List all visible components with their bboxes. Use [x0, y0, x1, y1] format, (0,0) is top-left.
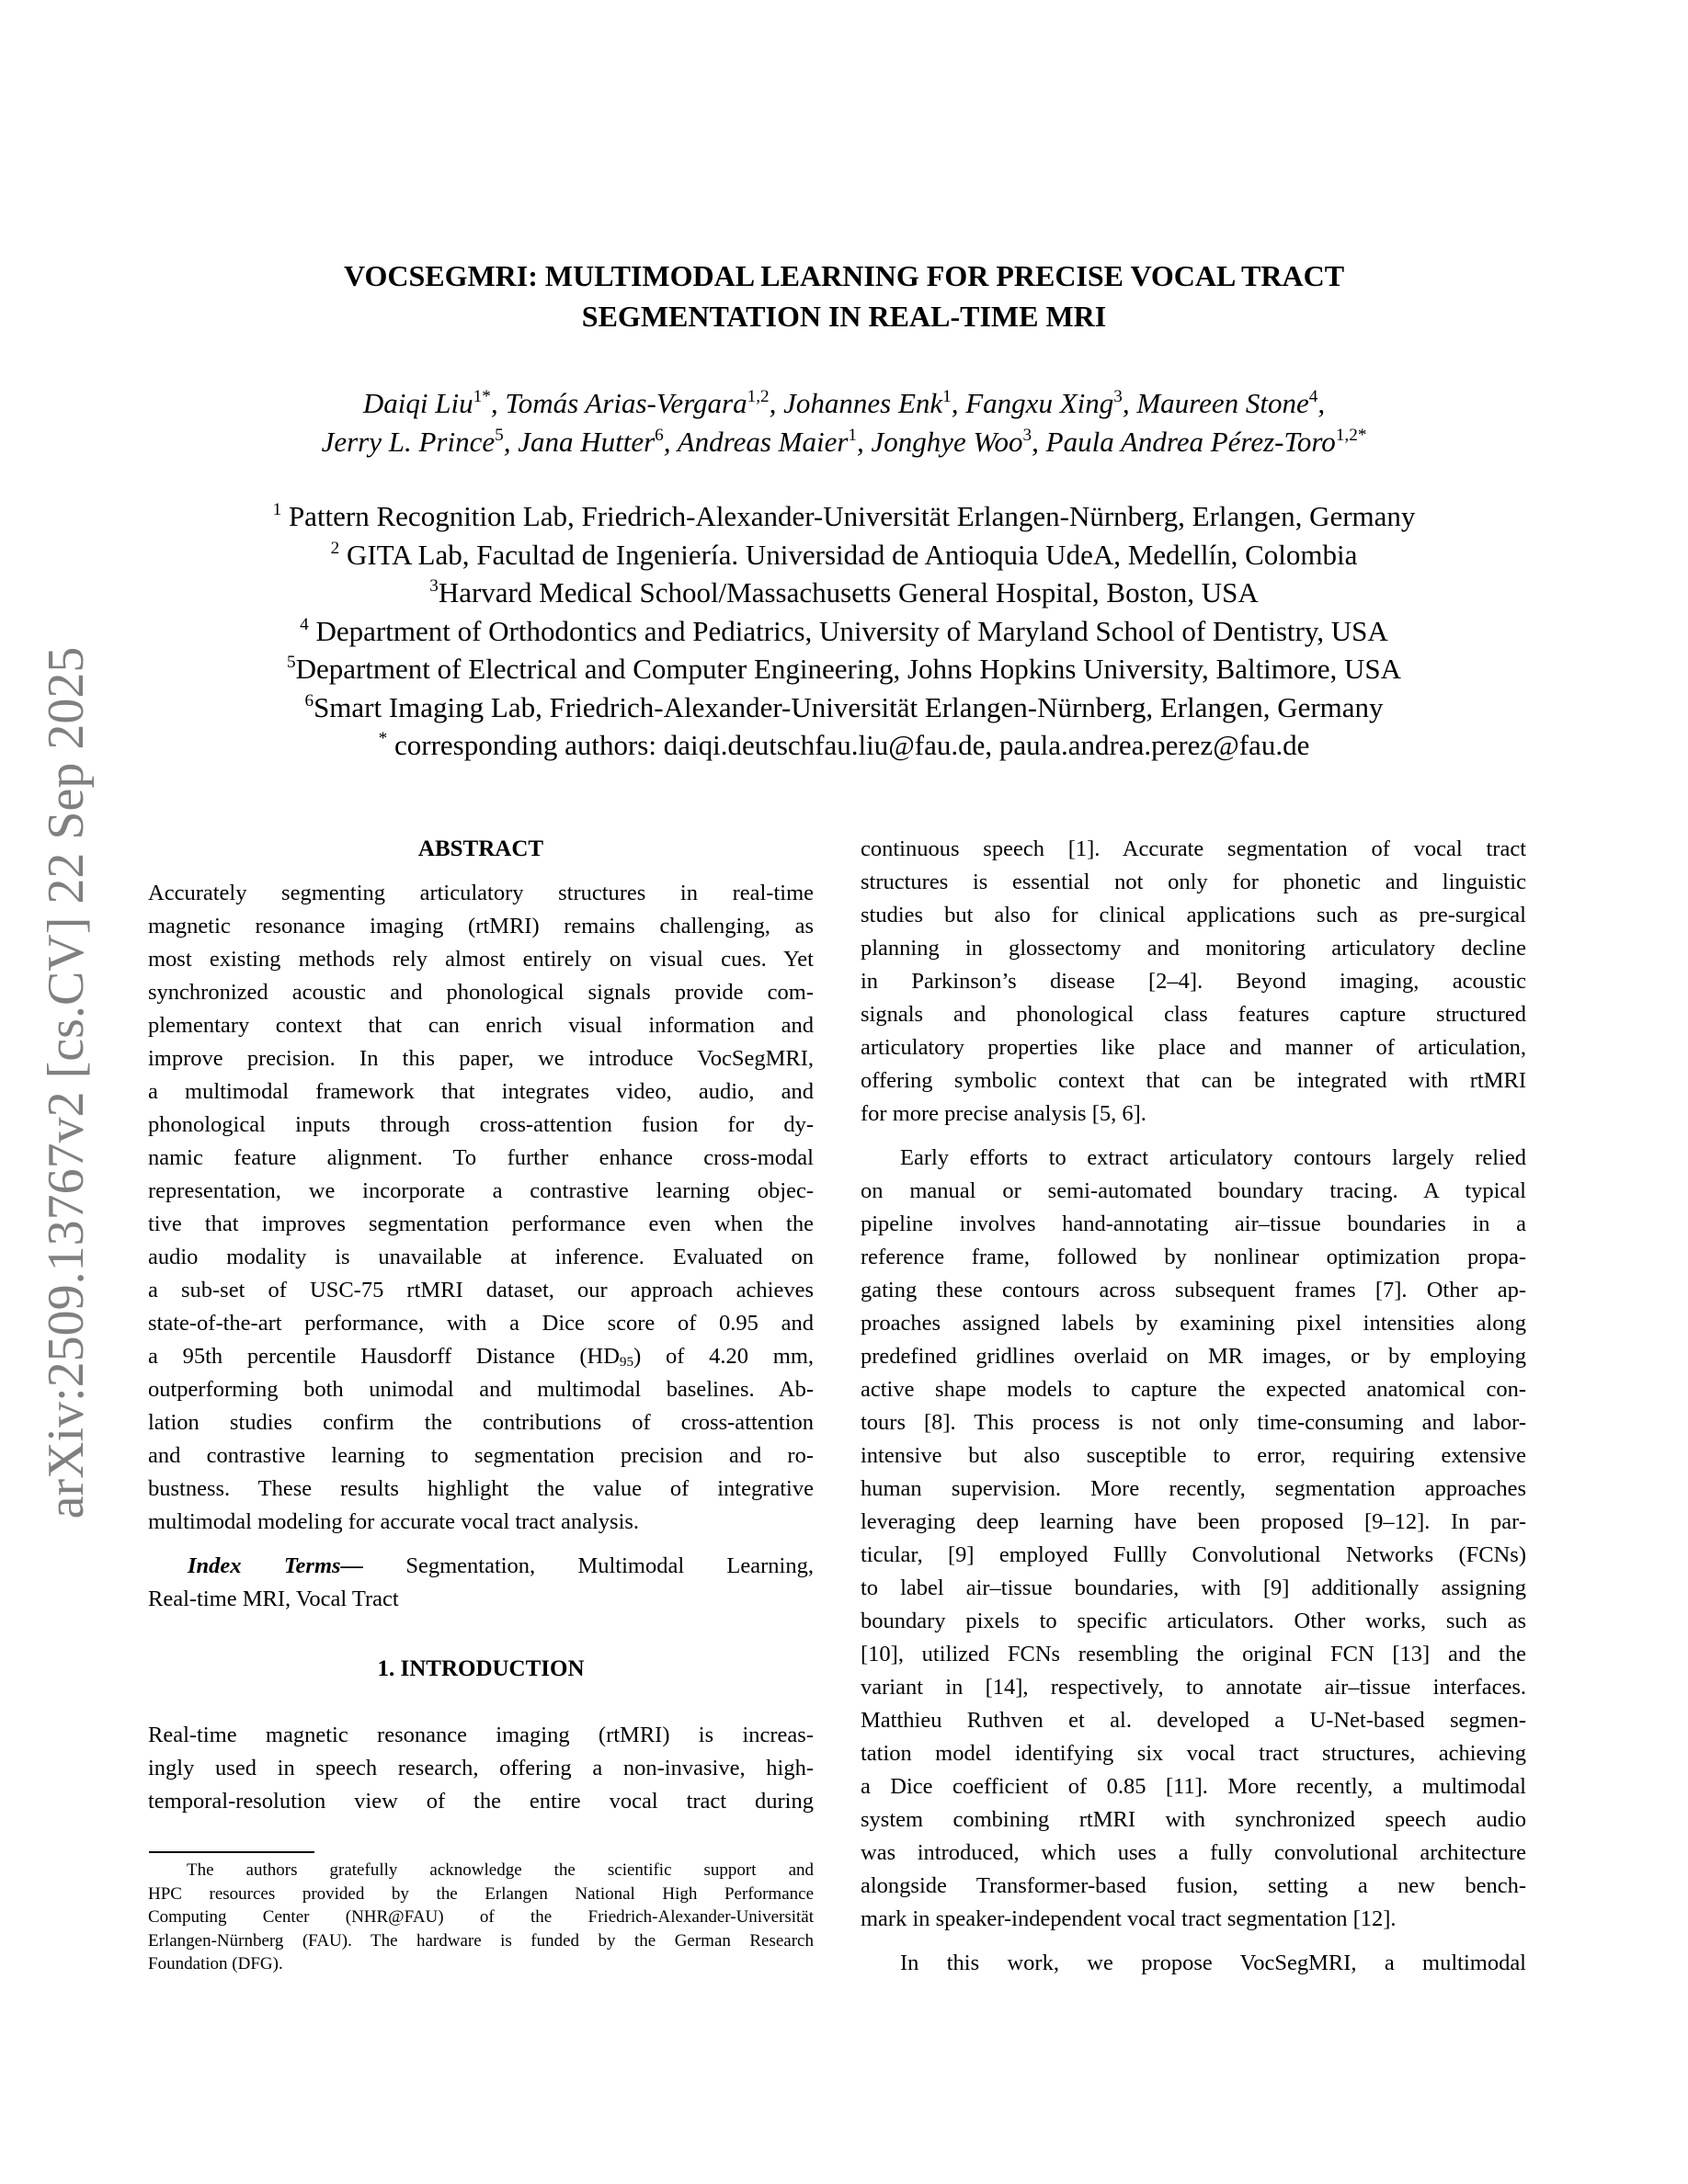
text-line: In this work, we propose VocSegMRI, a multimodal: [900, 1951, 1526, 1975]
author-name: Maureen Stone: [1136, 387, 1309, 419]
text-line: most existing methods rely almost entirely on visual cues. Yet: [148, 947, 814, 972]
text-line: Matthieu Ruthven et al. developed a U-Net-based segmen-: [861, 1708, 1526, 1733]
author-affil-mark: 6: [655, 426, 664, 446]
author-affil-mark: 3: [1022, 426, 1032, 446]
affiliation-text: Pattern Recognition Lab, Friedrich-Alexander-Universität Erlangen-Nürnberg, Erlangen, Germany: [281, 500, 1416, 532]
text-line: Erlangen-Nürnberg (FAU). The hardware is funded by the German Research: [148, 1930, 814, 1951]
author-separator: ,: [1122, 387, 1137, 419]
text-line: alongside Transformer-based fusion, setting a new bench-: [861, 1873, 1526, 1898]
affiliation-mark: 5: [286, 653, 296, 673]
text-line: state-of-the-art performance, with a Dice score of 0.95 and: [148, 1311, 814, 1336]
text-line: audio modality is unavailable at inference. Evaluated on: [148, 1245, 814, 1269]
affiliation-text: Department of Orthodontics and Pediatrics, University of Maryland School of Dentistry, USA: [308, 614, 1388, 647]
author-separator: ,: [951, 387, 966, 419]
text-line: reference frame, followed by nonlinear optimization propa-: [861, 1245, 1526, 1269]
affiliation-4: [0, 612, 1688, 651]
author-affil-mark: 1: [848, 426, 858, 446]
author-affil-mark: 4: [1308, 387, 1318, 407]
affiliation-text: Smart Imaging Lab, Friedrich-Alexander-Universität Erlangen-Nürnberg, Erlangen, Germany: [314, 690, 1384, 723]
author-separator: ,: [663, 426, 678, 458]
affiliation-mark: 1: [272, 500, 282, 520]
text-line: leveraging deep learning have been proposed [9–12]. In par-: [861, 1509, 1526, 1534]
abstract-heading: ABSTRACT: [417, 836, 544, 861]
affiliation-text: GITA Lab, Facultad de Ingeniería. Universidad de Antioquia UdeA, Medellín, Colombia: [339, 538, 1358, 571]
text-line: tive that improves segmentation performance even when the: [148, 1211, 814, 1236]
corresponding-authors: [0, 726, 1688, 765]
text-line: phonological inputs through cross-attention fusion for dy-: [148, 1112, 814, 1137]
text-line: tours [8]. This process is not only time-consuming and labor-: [861, 1410, 1526, 1435]
author-affil-mark: 1: [942, 387, 952, 407]
affiliation-mark: 2: [330, 538, 340, 558]
text-line: lation studies confirm the contributions of cross-attention: [148, 1410, 814, 1435]
text-line: namic feature alignment. To further enhance cross-modal: [148, 1145, 814, 1170]
affiliation-5: [0, 650, 1688, 688]
introduction-heading: 1. INTRODUCTION: [377, 1656, 585, 1681]
text-line: on manual or semi-automated boundary tracing. A typical: [861, 1178, 1526, 1203]
text-line: in Parkinson’s disease [2–4]. Beyond imaging, acoustic: [861, 969, 1526, 994]
text-line: a sub-set of USC-75 rtMRI dataset, our approach achieves: [148, 1278, 814, 1302]
affiliation-text: Department of Electrical and Computer Engineering, Johns Hopkins University, Baltimore, USA: [295, 653, 1402, 685]
author-name: Jana Hutter: [518, 426, 656, 458]
author-name: Tomás Arias-Vergara: [505, 387, 747, 419]
abstract-body: [148, 877, 814, 1539]
text-line: variant in [14], respectively, to annotate air–tissue interfaces.: [861, 1675, 1526, 1700]
text-line: to label air–tissue boundaries, with [9] additionally assigning: [861, 1575, 1526, 1600]
title-line: SEGMENTATION IN REAL-TIME MRI: [581, 300, 1107, 333]
text-line: a Dice coefficient of 0.85 [11]. More recently, a multimodal: [861, 1774, 1526, 1799]
text-line: Real-time magnetic resonance imaging (rtMRI) is increas-: [148, 1723, 814, 1747]
title-line: VOCSEGMRI: MULTIMODAL LEARNING FOR PRECISE VOCAL TRACT: [343, 259, 1345, 292]
text-line: mark in speaker-independent vocal tract segmentation [12].: [861, 1906, 1397, 1931]
affiliation-2: [0, 536, 1688, 574]
text-line: magnetic resonance imaging (rtMRI) remains challenging, as: [148, 914, 814, 938]
text-line: Early efforts to extract articulatory contours largely relied: [900, 1145, 1526, 1170]
author-separator: ,: [857, 426, 872, 458]
text-line: for more precise analysis [5, 6].: [861, 1101, 1146, 1126]
text-line: [148, 1340, 814, 1373]
index-terms: [148, 1550, 814, 1616]
text-line: signals and phonological class features capture structured: [861, 1002, 1526, 1027]
author-separator: ,: [1032, 426, 1046, 458]
text-line: Real-time MRI, Vocal Tract: [148, 1587, 399, 1611]
author-line-1: [0, 384, 1688, 423]
text-line: planning in glossectomy and monitoring articulatory decline: [861, 936, 1526, 961]
text-line: offering symbolic context that can be integrated with rtMRI: [861, 1068, 1526, 1093]
text-line: active shape models to capture the expected anatomical con-: [861, 1377, 1526, 1402]
text-line: proaches assigned labels by examining pixel intensities along: [861, 1311, 1526, 1336]
affiliation-3: [0, 574, 1688, 612]
author-list: [0, 384, 1688, 461]
text-line: pipeline involves hand-annotating air–tissue boundaries in a: [861, 1211, 1526, 1236]
text-line: articulatory properties like place and manner of articulation,: [861, 1035, 1526, 1060]
affiliation-text: corresponding authors: daiqi.deutschfau.liu@fau.de, paula.andrea.perez@fau.de: [387, 729, 1310, 761]
text-line: ingly used in speech research, offering a non-invasive, high-: [148, 1756, 814, 1780]
affiliation-mark: 3: [429, 576, 439, 597]
text-line: continuous speech [1]. Accurate segmentation of vocal tract: [861, 836, 1526, 861]
text-line: plementary context that can enrich visual information and: [148, 1013, 814, 1038]
footnote-rule: [149, 1851, 314, 1853]
author-affil-mark: 3: [1113, 387, 1123, 407]
introduction-para-1: [861, 833, 1526, 1131]
text-line: bustness. These results highlight the value of integrative: [148, 1476, 814, 1501]
text-line: Computing Center (NHR@FAU) of the Friedrich-Alexander-Universität: [148, 1907, 814, 1927]
author-separator: ,: [503, 426, 519, 458]
footnote: [148, 1859, 814, 1976]
author-separator: ,: [490, 387, 506, 419]
author-name: Paula Andrea Pérez-Toro: [1045, 426, 1336, 458]
author-name: Jonghye Woo: [871, 426, 1023, 458]
index-terms-label: Index Terms—: [188, 1553, 364, 1578]
introduction-para-3: [861, 1947, 1526, 1980]
text-line: gating these contours across subsequent frames [7]. Other ap-: [861, 1278, 1526, 1302]
author-affil-mark: 1,2: [747, 387, 770, 407]
author-affil-mark: 1,2*: [1335, 426, 1367, 446]
affiliation-mark: 4: [300, 614, 309, 634]
arxiv-stamp-text: arXiv:2509.13767v2 [cs.CV] 22 Sep 2025: [38, 646, 95, 1519]
text-line: [148, 1550, 814, 1583]
text-fragment: Segmentation, Multimodal Learning,: [363, 1553, 814, 1578]
text-line: Foundation (DFG).: [148, 1954, 283, 1974]
author-separator: ,: [1317, 387, 1326, 419]
text-line: intensive but also susceptible to error, requiring extensive: [861, 1443, 1526, 1468]
text-line: studies but also for clinical applications such as pre-surgical: [861, 903, 1526, 927]
text-line: a multimodal framework that integrates video, audio, and: [148, 1079, 814, 1104]
affiliation-1: [0, 497, 1688, 536]
text-line: predefined gridlines overlaid on MR images, or by employing: [861, 1344, 1526, 1369]
author-name: Andreas Maier: [677, 426, 849, 458]
text-line: HPC resources provided by the Erlangen National High Performance: [148, 1883, 814, 1904]
text-line: synchronized acoustic and phonological signals provide com-: [148, 980, 814, 1005]
left-column: [148, 833, 814, 1818]
text-line: multimodal modeling for accurate vocal tract analysis.: [148, 1509, 640, 1534]
text-line: The authors gratefully acknowledge the scientific support and: [187, 1860, 814, 1880]
text-line: ticular, [9] employed Fullly Convolutional Networks (FCNs): [861, 1542, 1526, 1567]
text-fragment: a 95th percentile Hausdorff Distance (HD: [148, 1344, 620, 1369]
text-line: was introduced, which uses a fully convolutional architecture: [861, 1840, 1526, 1865]
text-line: and contrastive learning to segmentation precision and ro-: [148, 1443, 814, 1468]
author-affil-mark: 1*: [473, 387, 491, 407]
text-line: outperforming both unimodal and multimodal baselines. Ab-: [148, 1377, 814, 1402]
author-separator: ,: [769, 387, 784, 419]
author-name: Daiqi Liu: [362, 387, 473, 419]
affiliation-mark: 6: [304, 690, 314, 711]
author-name: Johannes Enk: [783, 387, 943, 419]
author-line-2: [0, 423, 1688, 461]
right-column: [861, 833, 1526, 1980]
subscript: 95: [619, 1354, 634, 1371]
text-line: system combining rtMRI with synchronized speech audio: [861, 1807, 1526, 1832]
text-line: Accurately segmenting articulatory structures in real-time: [148, 881, 814, 905]
text-line: structures is essential not only for phonetic and linguistic: [861, 870, 1526, 894]
text-line: representation, we incorporate a contrastive learning objec-: [148, 1178, 814, 1203]
affiliation-6: [0, 688, 1688, 727]
text-line: temporal-resolution view of the entire vocal tract during: [148, 1789, 814, 1814]
affiliations: [0, 497, 1688, 765]
author-affil-mark: 5: [495, 426, 504, 446]
introduction-body-left: [148, 1719, 814, 1818]
paper-title: [0, 256, 1688, 336]
text-line: [10], utilized FCNs resembling the original FCN [13] and the: [861, 1642, 1526, 1666]
introduction-para-2: [861, 1142, 1526, 1936]
text-line: human supervision. More recently, segmentation approaches: [861, 1476, 1526, 1501]
text-line: boundary pixels to specific articulators. Other works, such as: [861, 1609, 1526, 1633]
text-line: tation model identifying six vocal tract structures, achieving: [861, 1741, 1526, 1766]
author-name: Fangxu Xing: [965, 387, 1114, 419]
affiliation-mark: *: [378, 729, 388, 749]
text-fragment: ) of 4.20 mm,: [633, 1344, 814, 1369]
affiliation-text: Harvard Medical School/Massachusetts General Hospital, Boston, USA: [438, 576, 1259, 609]
text-line: improve precision. In this paper, we introduce VocSegMRI,: [148, 1046, 814, 1071]
author-name: Jerry L. Prince: [321, 426, 496, 458]
